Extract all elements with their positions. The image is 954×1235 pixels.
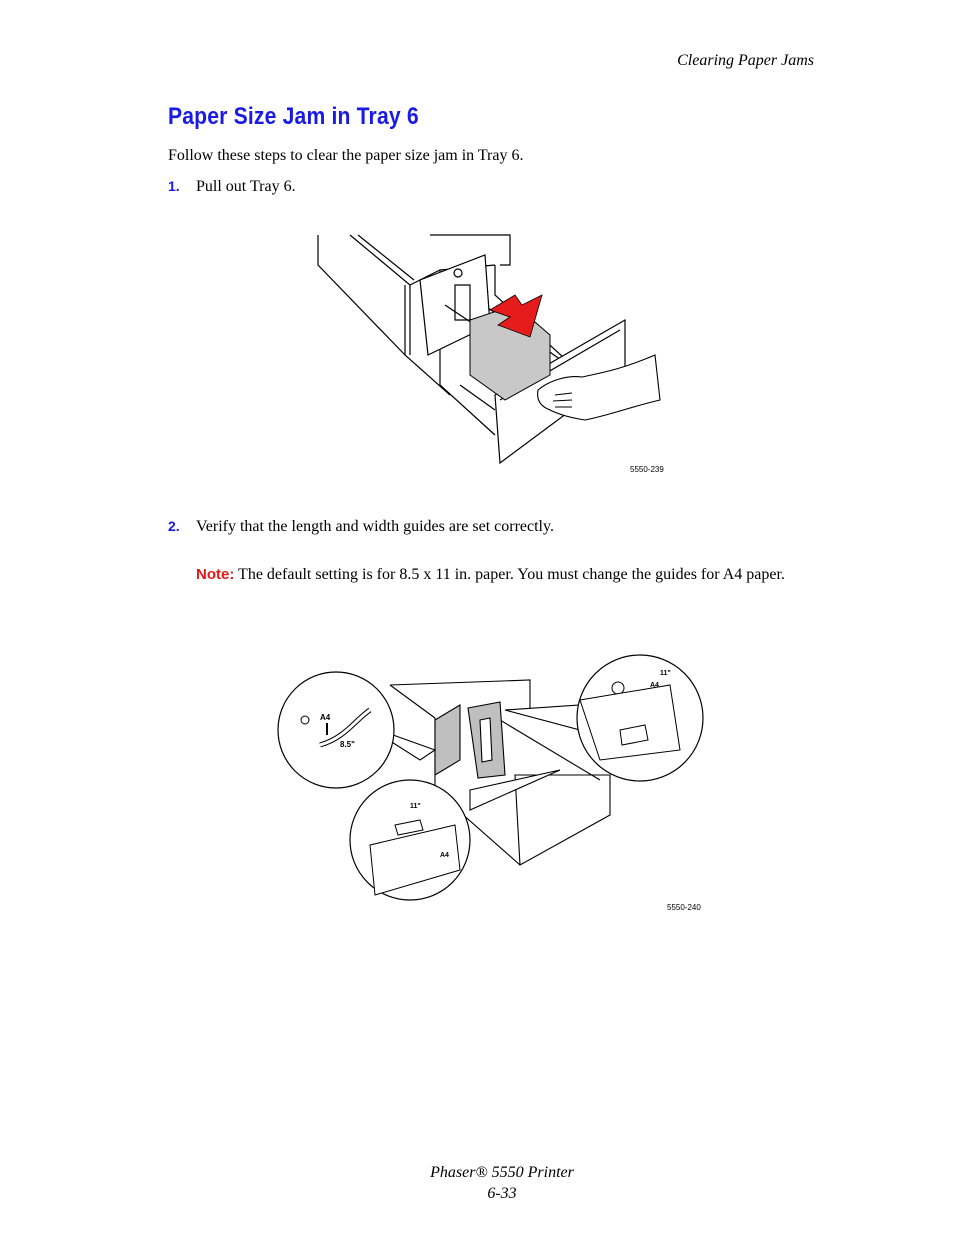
callout-85-label: 8.5" <box>340 740 355 749</box>
callout-11-label: 11" <box>660 670 671 677</box>
section-title: Paper Size Jam in Tray 6 <box>168 103 419 130</box>
note-text: The default setting is for 8.5 x 11 in. paper. You must change the guides for A4 paper. <box>234 566 785 583</box>
callout-a4-label: A4 <box>320 713 331 722</box>
step-number: 1. <box>168 178 180 194</box>
callout-width-guide-top <box>577 655 703 781</box>
step-text: Verify that the length and width guides are set correctly. <box>196 518 554 535</box>
figure-id-label: 5550-240 <box>667 903 701 912</box>
callout-11-label: 11" <box>410 803 421 810</box>
callout-a4-label: A4 <box>650 682 659 689</box>
step-text: Pull out Tray 6. <box>196 178 296 195</box>
step-2 <box>168 518 554 536</box>
footer-product: Phaser® 5550 Printer <box>430 1164 574 1181</box>
callout-width-guide-bottom <box>350 780 470 900</box>
figure-guides <box>270 650 710 915</box>
guides-illustration <box>270 650 710 915</box>
running-header: Clearing Paper Jams <box>677 52 814 69</box>
step-1 <box>168 178 296 196</box>
figure-id-label: 5550-239 <box>630 465 664 474</box>
intro-text: Follow these steps to clear the paper size jam in Tray 6. <box>168 147 524 164</box>
note-label: Note: <box>196 566 235 583</box>
callout-length-guide <box>278 672 394 788</box>
footer-page-number: 6-33 <box>487 1185 517 1202</box>
note <box>196 565 786 585</box>
figure-pull-tray <box>310 225 680 475</box>
step-number: 2. <box>168 518 180 534</box>
callout-a4-label: A4 <box>440 852 449 859</box>
tray-illustration <box>310 225 680 475</box>
